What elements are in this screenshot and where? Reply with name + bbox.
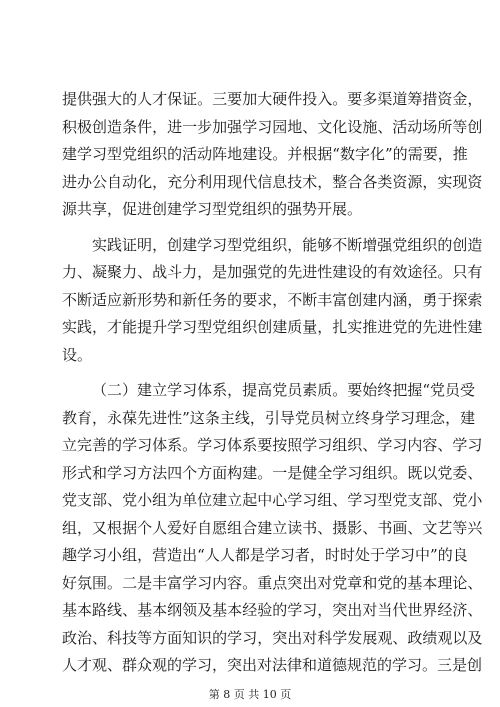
text-line: （ 二 ） 建 立 学 习 体 系 ， 提 高 党 员 素 质 。 要 始 终 把 握 “ 党 员 受: [92, 381, 476, 399]
text-line: 立 完 善 的 学 习 体 系 。 学 习 体 系 要 按 照 学 习 组 织 、 学 习 内 容 、 学 习: [62, 436, 483, 454]
text-line: 不 断 适 应 新 形 势 和 新 任 务 的 要 求 ， 不 断 丰 富 创 建 内 涵 ， 勇 于 探 索: [62, 290, 483, 309]
paragraph: [62, 232, 483, 370]
text-line: 实 践 证 明 ， 创 建 学 习 型 党 组 织 ， 能 够 不 断 增 强 党 组 织 的 创 造: [92, 235, 483, 254]
text-line: 组 ， 又 根 据 个 人 爱 好 自 愿 组 合 建 立 读 书 、 摄 影 、 书 画 、 文 艺 等 兴: [62, 518, 483, 537]
text-line: 力 、 凝 聚 力 、 战 斗 力 ， 是 加 强 党 的 先 进 性 建 设 的 有 效 途 径 。 只 有: [62, 263, 483, 281]
text-line: 人才观、群众观的学习，突出对法律和道德规范的学习。三是创: [62, 656, 483, 674]
paragraph-gap: [62, 224, 442, 232]
document-body: [62, 86, 483, 680]
text-line: 设。: [62, 345, 93, 364]
text-line: 建 学 习 型 党 组 织 的 活 动 阵 地 建 设 。 并 根 据 “ 数 字 化 ” 的 需 要 ， 推: [62, 145, 468, 163]
paragraph: [62, 86, 483, 224]
text-line: 好 氛 围 。 二 是 丰 富 学 习 内 容 。 重 点 突 出 对 党 章 和 党 的 基 本 理 论 、: [62, 573, 483, 592]
text-line: 趣 学 习 小 组 ， 营 造 出 “ 人 人 都 是 学 习 者 ， 时 时 处 于 学 习 中 ” 的 良: [62, 546, 468, 564]
text-line: 教 育 ， 永 葆 先 进 性 ” 这 条 主 线 ， 引 导 党 员 树 立 终 身 学 习 理 念 ， 建: [62, 408, 476, 427]
text-line: 党 支 部 、 党 小 组 为 单 位 建 立 起 中 心 学 习 组 、 学 习 型 党 支 部 、 党 小: [62, 491, 483, 509]
text-line: 基 本 路 线 、 基 本 纲 领 及 基 本 经 验 的 学 习 ， 突 出 对 当 代 世 界 经 济 、: [62, 601, 483, 619]
text-line: 实 践 ， 才 能 提 升 学 习 型 党 组 织 创 建 质 量 ， 扎 实 推 进 党 的 先 进 性 建: [62, 318, 483, 336]
text-line: 政 治 、 科 技 等 方 面 知 识 的 学 习 ， 突 出 对 科 学 发 展 观 、 政 绩 观 以 及: [62, 628, 483, 647]
paragraph-gap: [62, 369, 442, 377]
text-line: 源共享，促进创建学习型党组织的强势开展。: [62, 200, 363, 218]
text-line: 进 办 公 自 动 化 ， 充 分 利 用 现 代 信 息 技 术 ， 整 合 各 类 资 源 ， 实 现 资: [62, 172, 483, 191]
page-footer: 第 8 页 共 10 页: [208, 688, 292, 701]
text-line: 积 极 创 造 条 件 ， 进 一 步 加 强 学 习 园 地 、 文 化 设 施 、 活 动 场 所 等 创: [62, 117, 483, 136]
text-line: 形 式 和 学 习 方 法 四 个 方 面 构 建 。 一 是 健 全 学 习 组 织 。 既 以 党 委 、: [62, 463, 483, 482]
text-line: 提 供 强 大 的 人 才 保 证 。 三 要 加 大 硬 件 投 入 。 要 多 渠 道 筹 措 资 金 ，: [62, 90, 483, 108]
paragraph: [62, 377, 483, 680]
